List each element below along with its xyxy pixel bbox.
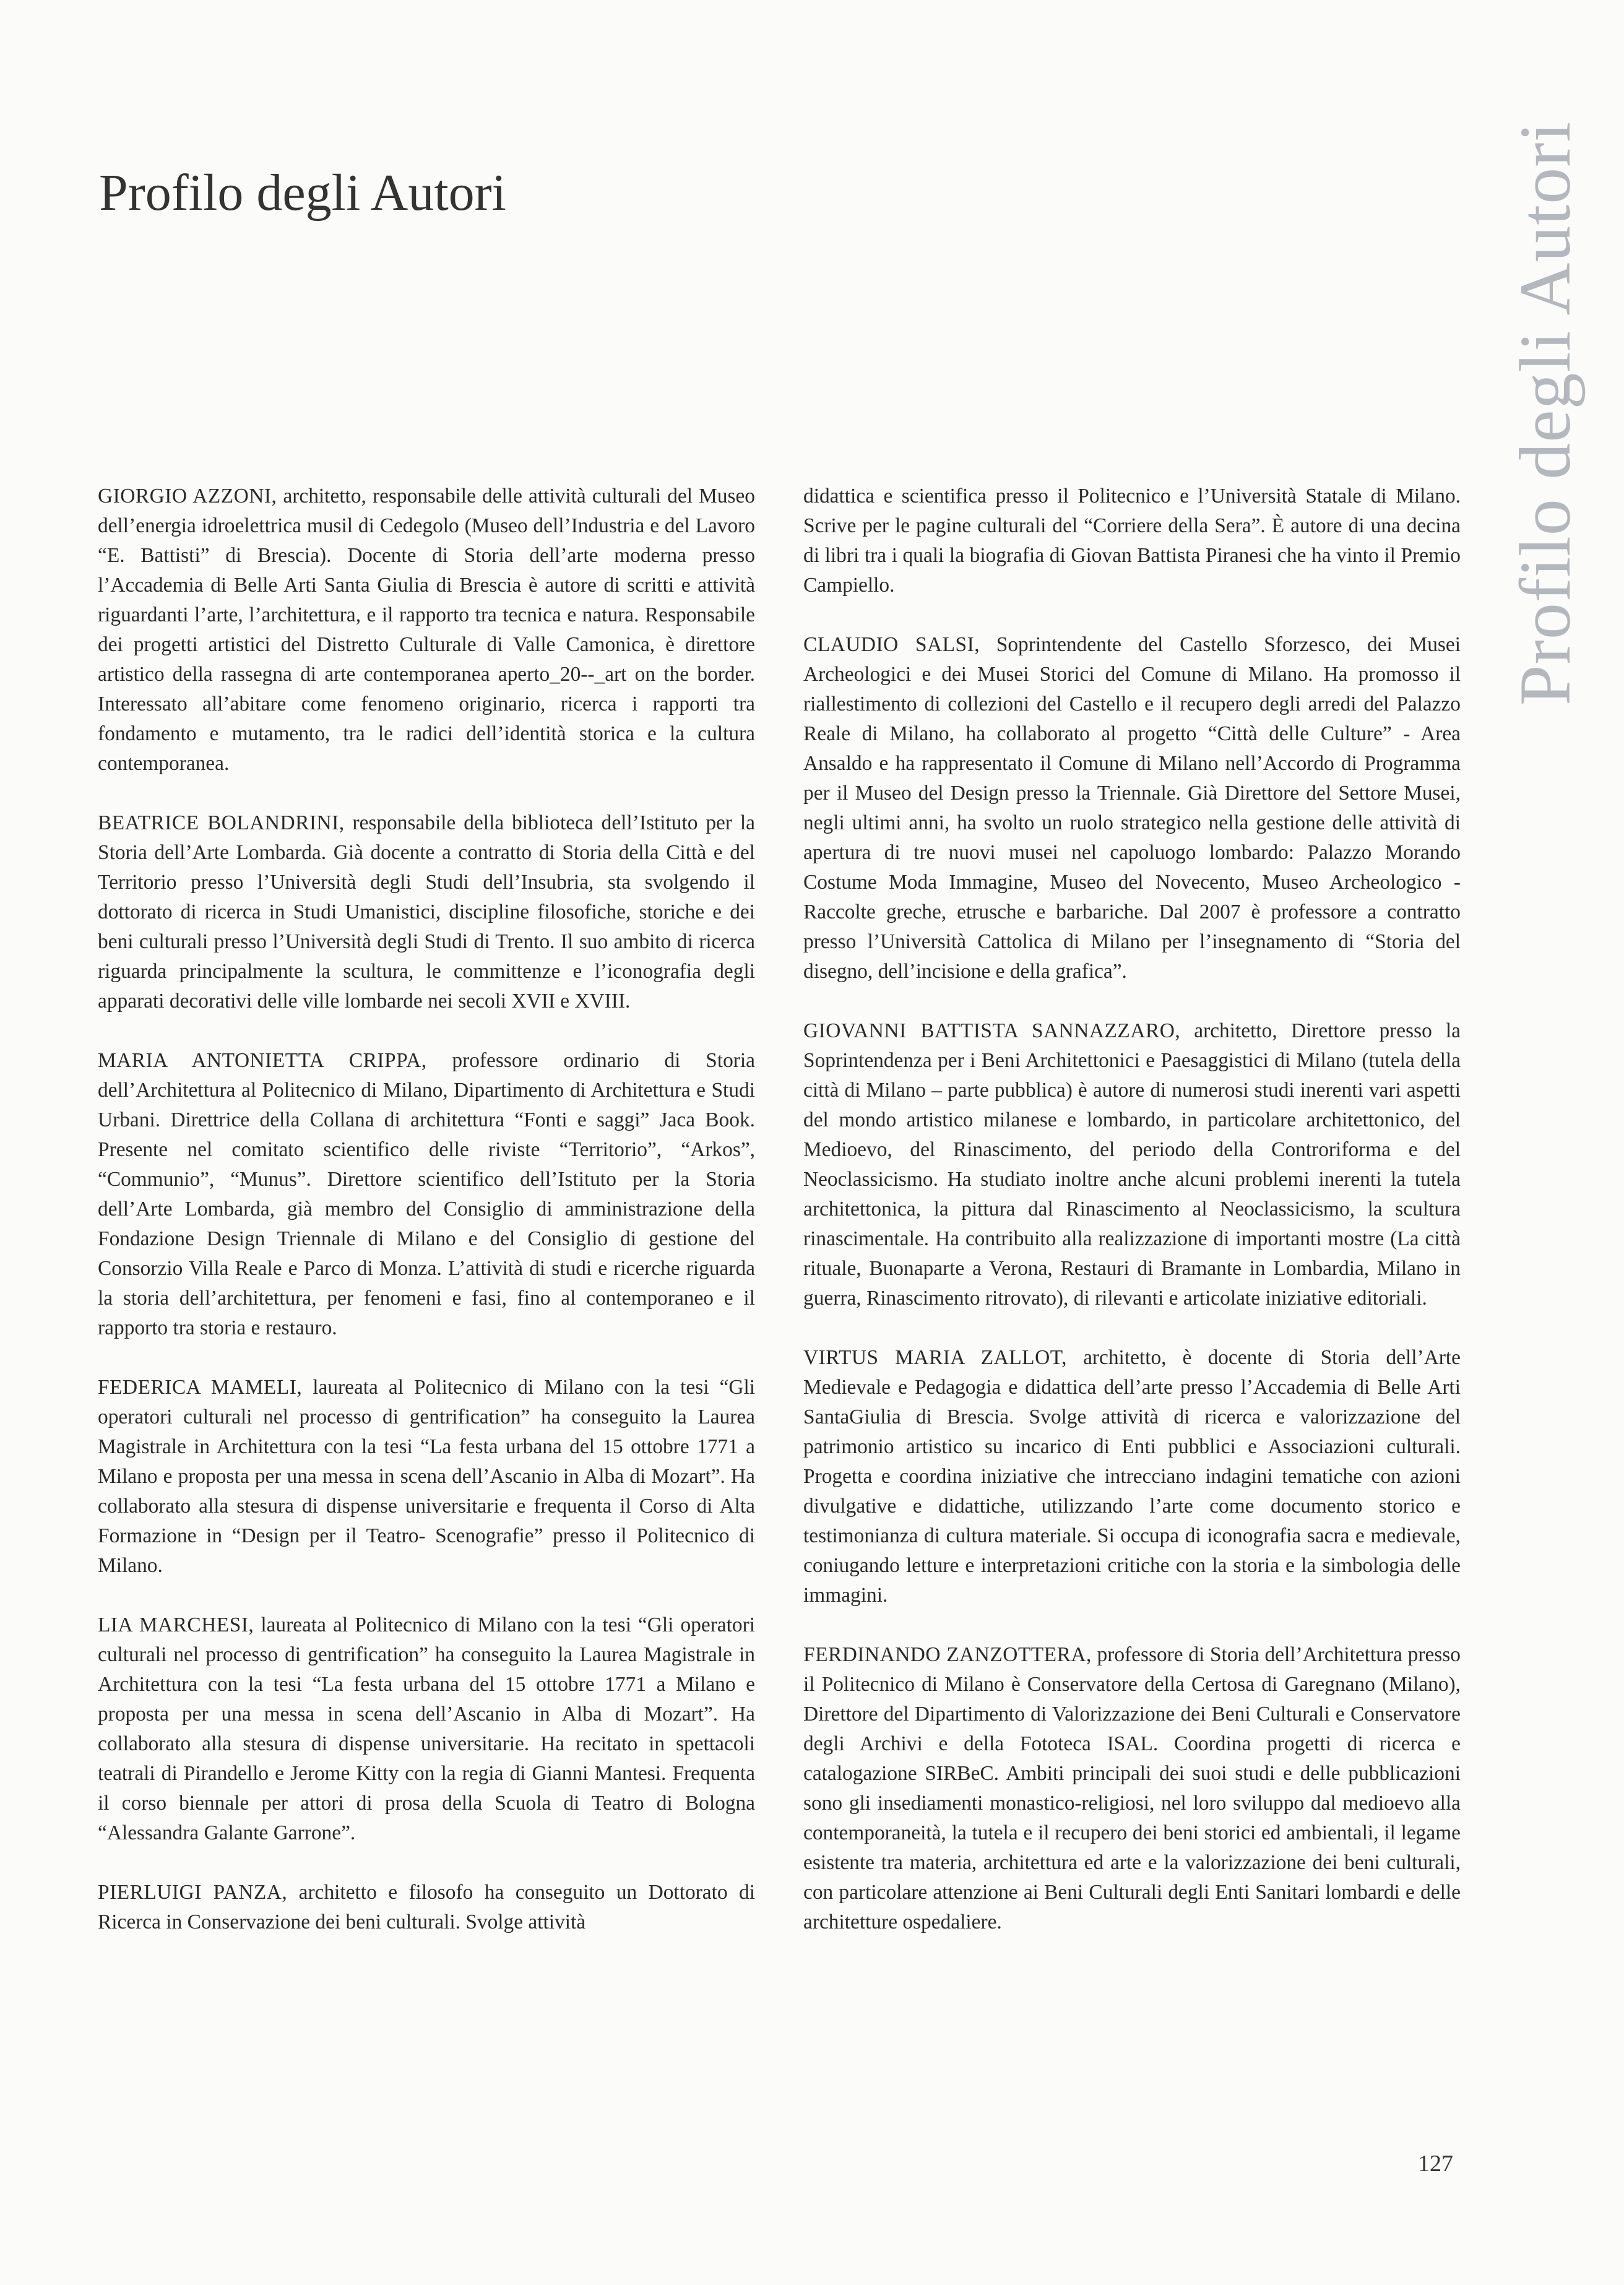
author-description: didattica e scientifica presso il Politecnico e l’Università Statale di Milano. Scrive per le pagine culturali del “Corriere della Sera”. È autore di una decina di libri tra i quali la biografia di Giovan Battista Piranesi che ha vinto il Premio Campiello. (803, 485, 1461, 597)
author-bio (98, 1046, 755, 1343)
author-name: GIOVANNI BATTISTA SANNAZZARO, (803, 1019, 1181, 1042)
author-description: architetto e filosofo ha conseguito un Dottorato di Ricerca in Conservazione dei beni culturali. Svolge attività (98, 1881, 755, 1933)
author-description: architetto, è docente di Storia dell’Arte Medievale e Pedagogia e didattica dell’arte presso l’Accademia di Belle Arti SantaGiulia di Brescia. Svolge attività di ricerca e valorizzazione del patrimonio artistico su incarico di Enti pubblici e Associazioni culturali. Progetta e coordina iniziative che intrecciano indagini tematiche con azioni divulgative e didattiche, utilizzando l’arte come documento storico e testimonianza di cultura materiale. Si occupa di iconografia sacra e medievale, coniugando letture e interpretazioni critiche con la storia e la simbologia delle immagini. (803, 1346, 1461, 1607)
author-description: laureata al Politecnico di Milano con la tesi “Gli operatori culturali nel processo di gentrification” ha conseguito la Laurea Magistrale in Architettura con la tesi “La festa urbana del 15 ottobre 1771 a Milano e proposta per una messa in scena dell’Ascanio in Alba di Mozart”. Ha collaborato alla stesura di dispense universitarie e frequenta il Corso di Alta Formazione in “Design per il Teatro- Scenografie” presso il Politecnico di Milano. (98, 1376, 755, 1577)
author-bio (98, 808, 755, 1016)
page-title: Profilo degli Autori (99, 164, 506, 222)
author-bio (803, 630, 1461, 987)
author-bio (98, 482, 755, 779)
author-name: VIRTUS MARIA ZALLOT, (803, 1346, 1067, 1369)
author-name: FERDINANDO ZANZOTTERA, (803, 1643, 1092, 1666)
author-bio (803, 1016, 1461, 1313)
author-description: responsabile della biblioteca dell’Istituto per la Storia dell’Arte Lombarda. Già docente a contratto di Storia della Città e del Territorio presso l’Università degli Studi dell’Insubria, sta svolgendo il dottorato di ricerca in Studi Umanistici, discipline filosofiche, storiche e dei beni culturali presso l’Università degli Studi di Trento. Il suo ambito di ricerca riguarda principalmente la scultura, le committenze e l’iconografia degli apparati decorativi delle ville lombarde nei secoli XVII e XVIII. (98, 811, 755, 1013)
author-description: laureata al Politecnico di Milano con la tesi “Gli operatori culturali nel processo di gentrification” ha conseguito la Laurea Magistrale in Architettura con la tesi “La festa urbana del 15 ottobre 1771 a Milano e proposta per una messa in scena dell’Ascanio in Alba di Mozart”. Ha collaborato alla stesura di dispense universitarie. Ha recitato in spettacoli teatrali di Pirandello e Jerome Kitty con la regia di Gianni Mantesi. Frequenta il corso biennale per attori di prosa della Scuola di Teatro di Bologna “Alessandra Galante Garrone”. (98, 1613, 755, 1844)
author-bio (98, 1878, 755, 1937)
author-name: GIORGIO AZZONI, (98, 485, 277, 508)
page-number: 127 (1418, 2151, 1453, 2177)
left-column (98, 482, 755, 1967)
author-description: Soprintendente del Castello Sforzesco, dei Musei Archeologici e dei Musei Storici del Comune di Milano. Ha promosso il riallestimento di collezioni del Castello e il recupero degli arredi del Palazzo Reale di Milano, ha collaborato al progetto “Città delle Culture” - Area Ansaldo e ha rappresentato il Comune di Milano nell’Accordo di Programma per il Museo del Design presso la Triennale. Già Direttore del Settore Musei, negli ultimi anni, ha svolto un ruolo strategico nella gestione delle attività di apertura di tre nuovi musei nel capoluogo lombardo: Palazzo Morando Costume Moda Immagine, Museo del Novecento, Museo Archeologico - Raccolte greche, etrusche e barbariche. Dal 2007 è professore a contratto presso l’Università Cattolica di Milano per l’insegnamento di “Storia del disegno, dell’incisione e della grafica”. (803, 633, 1461, 983)
author-name: CLAUDIO SALSI, (803, 633, 980, 656)
author-description: professore di Storia dell’Architettura presso il Politecnico di Milano è Conservatore della Certosa di Garegnano (Milano), Direttore del Dipartimento di Valorizzazione dei Beni Culturali e Conservatore degli Archivi e della Fototeca ISAL. Coordina progetti di ricerca e catalogazione SIRBeC. Ambiti principali dei suoi studi e delle pubblicazioni sono gli insediamenti monastico-religiosi, nel loro sviluppo dal medioevo alla contemporaneità, la tutela e il recupero dei beni storici ed ambientali, il legame esistente tra materia, architettura ed arte e la valorizzazione dei beni culturali, con particolare attenzione ai Beni Culturali degli Enti Sanitari lombardi e delle architetture ospedaliere. (803, 1643, 1461, 1933)
author-name: BEATRICE BOLANDRINI, (98, 811, 345, 834)
author-bio-continued (803, 482, 1461, 600)
author-bio (98, 1373, 755, 1581)
author-description: architetto, responsabile delle attività culturali del Museo dell’energia idroelettrica musil di Cedegolo (Museo dell’Industria e del Lavoro “E. Battisti” di Brescia). Docente di Storia dell’arte moderna presso l’Accademia di Belle Arti Santa Giulia di Brescia è autore di scritti e attività riguardanti l’arte, l’architettura, e il rapporto tra tecnica e natura. Responsabile dei progetti artistici del Distretto Culturale di Valle Camonica, è direttore artistico della rassegna di arte contemporanea aperto_20--_art on the border. Interessato all’abitare come fenomeno originario, ricerca i rapporti tra fondamento e mutamento, tra le radici dell’identità storica e la cultura contemporanea. (98, 485, 755, 775)
right-column (803, 482, 1461, 1967)
author-name: FEDERICA MAMELI, (98, 1376, 303, 1399)
author-name: LIA MARCHESI, (98, 1613, 254, 1636)
author-name: MARIA ANTONIETTA CRIPPA, (98, 1049, 427, 1072)
author-description: professore ordinario di Storia dell’Architettura al Politecnico di Milano, Dipartimento di Architettura e Studi Urbani. Direttrice della Collana di architettura “Fonti e saggi” Jaca Book. Presente nel comitato scientifico delle riviste “Territorio”, “Arkos”, “Communio”, “Munus”. Direttore scientifico dell’Istituto per la Storia dell’Arte Lombarda, già membro del Consiglio di amministrazione della Fondazione Design Triennale di Milano e del Consiglio di gestione del Consorzio Villa Reale e Parco di Monza. L’attività di studi e ricerche riguarda la storia dell’architettura, per fenomeni e fasi, fino al contemporaneo e il rapporto tra storia e restauro. (98, 1049, 756, 1339)
author-description: architetto, Direttore presso la Soprintendenza per i Beni Architettonici e Paesaggistici di Milano (tutela della città di Milano – parte pubblica) è autore di numerosi studi inerenti vari aspetti del mondo artistico milanese e lombardo, in particolare architettonico, del Medioevo, del Rinascimento, del periodo della Controriforma e del Neoclassicismo. Ha studiato inoltre anche alcuni problemi inerenti la tutela architettonica, la pittura dal Rinascimento al Neoclassicismo, la scultura rinascimentale. Ha contribuito alla realizzazione di importanti mostre (La città rituale, Buonaparte a Verona, Restauri di Bramante in Lombardia, Milano in guerra, Rinascimento ritrovato), di rilevanti e articolate iniziative editoriali. (803, 1019, 1461, 1310)
author-name: PIERLUIGI PANZA, (98, 1881, 288, 1904)
author-bio (803, 1640, 1461, 1937)
author-bio (803, 1343, 1461, 1610)
author-bio (98, 1610, 755, 1848)
